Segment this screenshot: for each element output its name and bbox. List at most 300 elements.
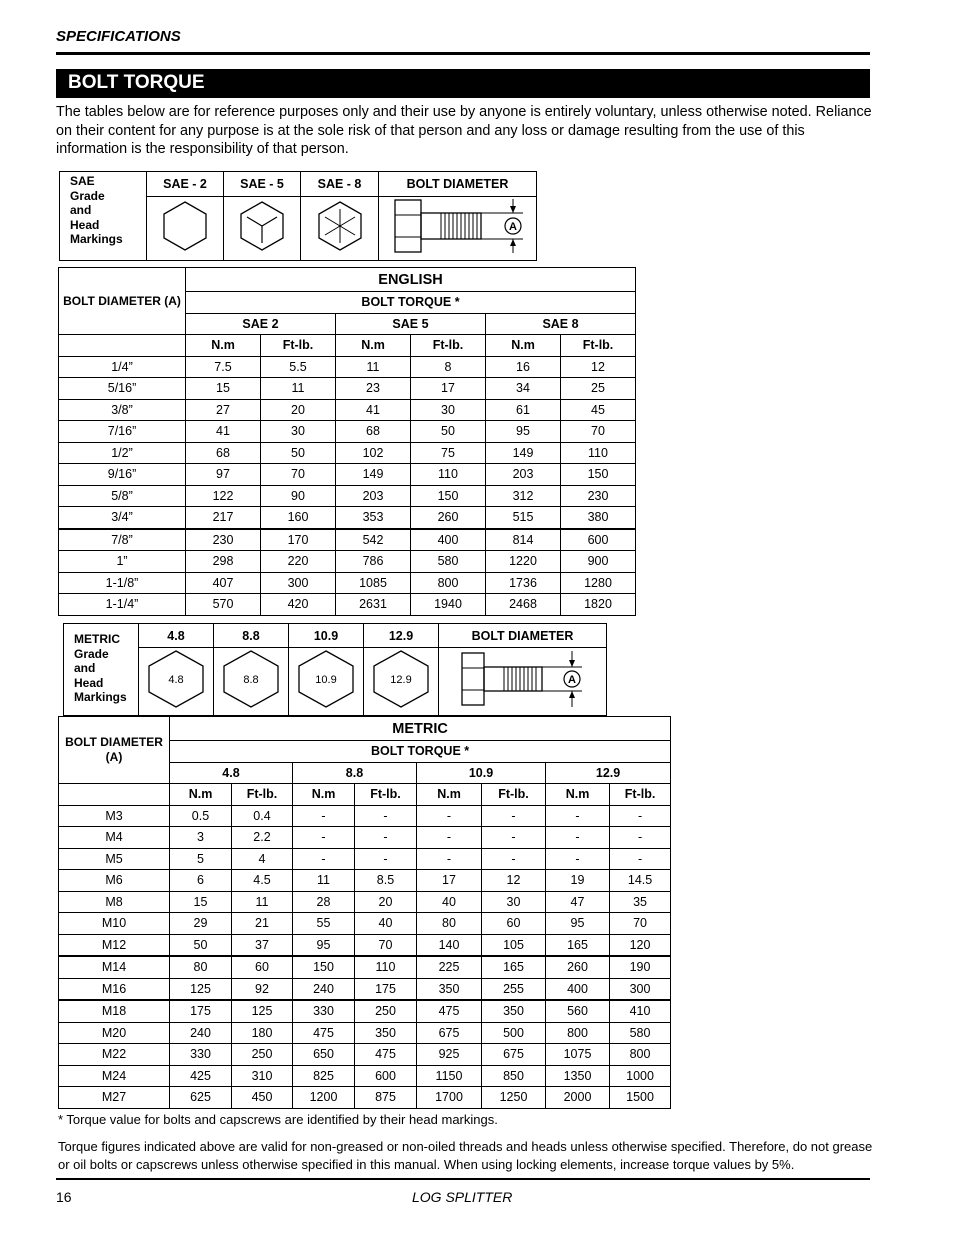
torque-value-cell: 650 — [293, 1044, 355, 1066]
metric-diameter-header: BOLT DIAMETER (A) — [59, 717, 170, 784]
torque-value-cell: 50 — [411, 421, 486, 443]
torque-value-cell: 800 — [610, 1044, 671, 1066]
torque-value-cell: 875 — [355, 1087, 417, 1109]
unit-header: N.m — [293, 784, 355, 806]
torque-value-cell: 6 — [170, 870, 232, 892]
unit-header: Ft-lb. — [482, 784, 546, 806]
bolt-size-cell: 3/8” — [59, 399, 186, 421]
torque-value-cell: 47 — [546, 891, 610, 913]
torque-value-cell: 110 — [561, 442, 636, 464]
grade-12-9-head-icon — [364, 648, 439, 716]
torque-value-cell: 230 — [561, 485, 636, 507]
torque-value-cell: 5 — [170, 848, 232, 870]
torque-value-cell: 41 — [336, 399, 411, 421]
metric-torque-table — [58, 716, 671, 1109]
unit-header: Ft-lb. — [232, 784, 293, 806]
table-row — [59, 848, 671, 870]
bolt-size-cell: M8 — [59, 891, 170, 913]
metric-grade-header: 8.8 — [293, 762, 417, 784]
torque-value-cell: 70 — [355, 934, 417, 956]
table-row — [59, 551, 636, 573]
torque-value-cell: 353 — [336, 507, 411, 529]
bolt-size-cell: M24 — [59, 1065, 170, 1087]
torque-value-cell: - — [482, 805, 546, 827]
torque-value-cell: 27 — [186, 399, 261, 421]
torque-value-cell: 0.5 — [170, 805, 232, 827]
table-row — [59, 1044, 671, 1066]
torque-value-cell: 625 — [170, 1087, 232, 1109]
table-row — [59, 978, 671, 1000]
table-row — [59, 956, 671, 978]
page-title: BOLT TORQUE — [56, 69, 870, 98]
torque-value-cell: 165 — [546, 934, 610, 956]
bolt-size-cell: M18 — [59, 1000, 170, 1022]
torque-value-cell: - — [417, 827, 482, 849]
bolt-size-cell: M5 — [59, 848, 170, 870]
sae-grade-markings-table — [59, 171, 537, 261]
torque-value-cell: 21 — [232, 913, 293, 935]
torque-value-cell: - — [355, 848, 417, 870]
header-rule — [56, 52, 870, 55]
torque-value-cell: 70 — [610, 913, 671, 935]
bolt-size-cell: 7/16” — [59, 421, 186, 443]
page-number: 16 — [56, 1189, 72, 1205]
torque-value-cell: 160 — [261, 507, 336, 529]
bolt-size-cell: M3 — [59, 805, 170, 827]
torque-value-cell: 255 — [482, 978, 546, 1000]
torque-value-cell: - — [293, 805, 355, 827]
torque-value-cell: 825 — [293, 1065, 355, 1087]
english-grade-header: SAE 5 — [336, 313, 486, 335]
torque-value-cell: 37 — [232, 934, 293, 956]
english-rows — [59, 356, 636, 615]
sae-2-head-icon — [147, 197, 224, 261]
table-row — [59, 399, 636, 421]
metric-grade-header: 12.9 — [546, 762, 671, 784]
metric-rows — [59, 805, 671, 1108]
unit-header: Ft-lb. — [261, 335, 336, 357]
torque-value-cell: 150 — [561, 464, 636, 486]
torque-value-cell: 175 — [355, 978, 417, 1000]
torque-value-cell: 217 — [186, 507, 261, 529]
bolt-size-cell: 1-1/8” — [59, 572, 186, 594]
torque-value-cell: 1820 — [561, 594, 636, 616]
torque-value-cell: 407 — [186, 572, 261, 594]
torque-value-cell: - — [610, 848, 671, 870]
table-row — [59, 594, 636, 616]
metric-title: METRIC — [170, 717, 671, 741]
torque-value-cell: 30 — [411, 399, 486, 421]
torque-value-cell: 570 — [186, 594, 261, 616]
unit-header: N.m — [336, 335, 411, 357]
torque-value-cell: 400 — [411, 529, 486, 551]
torque-value-cell: 92 — [232, 978, 293, 1000]
torque-value-cell: 330 — [170, 1044, 232, 1066]
torque-value-cell: 60 — [482, 913, 546, 935]
torque-value-cell: 70 — [261, 464, 336, 486]
torque-value-cell: 11 — [293, 870, 355, 892]
torque-value-cell: 420 — [261, 594, 336, 616]
torque-value-cell: 12 — [561, 356, 636, 378]
torque-value-cell: 1200 — [293, 1087, 355, 1109]
torque-value-cell: 120 — [610, 934, 671, 956]
torque-value-cell: 850 — [482, 1065, 546, 1087]
torque-value-cell: 230 — [186, 529, 261, 551]
torque-value-cell: 55 — [293, 913, 355, 935]
torque-value-cell: 600 — [561, 529, 636, 551]
table-row — [59, 442, 636, 464]
torque-value-cell: 17 — [411, 378, 486, 400]
torque-value-cell: 1085 — [336, 572, 411, 594]
torque-value-cell: 97 — [186, 464, 261, 486]
sae-dim-label: A — [508, 221, 517, 233]
table-row — [59, 913, 671, 935]
torque-value-cell: 475 — [293, 1022, 355, 1044]
torque-value-cell: 8 — [411, 356, 486, 378]
torque-value-cell: 0.4 — [232, 805, 293, 827]
bolt-size-cell: 5/16” — [59, 378, 186, 400]
grade-4-8-header: 4.8 — [139, 624, 214, 648]
table-row — [59, 891, 671, 913]
torque-value-cell: 675 — [417, 1022, 482, 1044]
sae-5-header: SAE - 5 — [224, 172, 301, 197]
torque-value-cell: 15 — [186, 378, 261, 400]
unit-header: N.m — [186, 335, 261, 357]
table-row — [59, 1065, 671, 1087]
torque-value-cell: - — [417, 848, 482, 870]
torque-value-cell: 814 — [486, 529, 561, 551]
torque-value-cell: 560 — [546, 1000, 610, 1022]
torque-value-cell: 1500 — [610, 1087, 671, 1109]
torque-value-cell: 102 — [336, 442, 411, 464]
bolt-size-cell: M27 — [59, 1087, 170, 1109]
torque-value-cell: 2468 — [486, 594, 561, 616]
torque-value-cell: 23 — [336, 378, 411, 400]
sae-8-header: SAE - 8 — [301, 172, 379, 197]
intro-paragraph: The tables below are for reference purposes only and their use by anyone is entirely voluntary, unless otherwise noted. Reliance on their content for any purpose is at the sole risk of that person and any loss or damage resulting from the use of this information is the responsibility of that person. — [56, 104, 872, 157]
sae-8-head-icon — [301, 197, 379, 261]
torque-value-cell: 68 — [336, 421, 411, 443]
torque-value-cell: 410 — [610, 1000, 671, 1022]
torque-value-cell: 95 — [546, 913, 610, 935]
torque-value-cell: 50 — [170, 934, 232, 956]
bolt-size-cell: 1” — [59, 551, 186, 573]
torque-value-cell: 30 — [261, 421, 336, 443]
torque-value-cell: 105 — [482, 934, 546, 956]
torque-value-cell: 475 — [355, 1044, 417, 1066]
torque-value-cell: - — [355, 827, 417, 849]
bolt-size-cell: M6 — [59, 870, 170, 892]
torque-value-cell: 125 — [232, 1000, 293, 1022]
torque-value-cell: 35 — [610, 891, 671, 913]
bolt-size-cell: 9/16” — [59, 464, 186, 486]
torque-value-cell: 170 — [261, 529, 336, 551]
english-torque-header: BOLT TORQUE * — [186, 292, 636, 314]
english-grade-header: SAE 8 — [486, 313, 636, 335]
torque-value-cell: 900 — [561, 551, 636, 573]
torque-value-cell: 350 — [355, 1022, 417, 1044]
metric-bolt-diameter-diagram — [439, 648, 607, 716]
table-row — [59, 378, 636, 400]
torque-value-cell: 1736 — [486, 572, 561, 594]
unit-header: N.m — [417, 784, 482, 806]
torque-value-cell: - — [546, 848, 610, 870]
torque-value-cell: 400 — [546, 978, 610, 1000]
torque-value-cell: 75 — [411, 442, 486, 464]
bolt-size-cell: 7/8” — [59, 529, 186, 551]
torque-value-cell: 250 — [232, 1044, 293, 1066]
torque-value-cell: 1220 — [486, 551, 561, 573]
torque-value-cell: 95 — [293, 934, 355, 956]
table-row — [59, 421, 636, 443]
grade-8-8-head-icon — [214, 648, 289, 716]
grade-10-9-head-icon — [289, 648, 364, 716]
footer-title: LOG SPLITTER — [412, 1189, 513, 1205]
table-row — [59, 356, 636, 378]
grade-10-9-header: 10.9 — [289, 624, 364, 648]
bolt-size-cell: 5/8” — [59, 485, 186, 507]
torque-value-cell: 175 — [170, 1000, 232, 1022]
torque-value-cell: 260 — [546, 956, 610, 978]
torque-value-cell: 60 — [232, 956, 293, 978]
torque-value-cell: 675 — [482, 1044, 546, 1066]
torque-value-cell: 19 — [546, 870, 610, 892]
torque-value-cell: 40 — [417, 891, 482, 913]
metric-grade-label: METRIC Grade and Head Markings — [64, 624, 139, 716]
torque-value-cell: 68 — [186, 442, 261, 464]
metric-dim-label: A — [567, 674, 576, 686]
torque-value-cell: 542 — [336, 529, 411, 551]
bolt-size-cell: M4 — [59, 827, 170, 849]
torque-value-cell: 515 — [486, 507, 561, 529]
unit-header: Ft-lb. — [561, 335, 636, 357]
unit-header: Ft-lb. — [411, 335, 486, 357]
grade-12-9-header: 12.9 — [364, 624, 439, 648]
torque-value-cell: 1250 — [482, 1087, 546, 1109]
torque-value-cell: 34 — [486, 378, 561, 400]
torque-value-cell: 29 — [170, 913, 232, 935]
torque-value-cell: 450 — [232, 1087, 293, 1109]
torque-value-cell: 16 — [486, 356, 561, 378]
head-mark-text: 10.9 — [315, 674, 337, 686]
table-row — [59, 485, 636, 507]
torque-value-cell: 500 — [482, 1022, 546, 1044]
torque-value-cell: 4.5 — [232, 870, 293, 892]
unit-header: Ft-lb. — [355, 784, 417, 806]
torque-value-cell: - — [610, 827, 671, 849]
bolt-diameter-header: BOLT DIAMETER — [379, 172, 537, 197]
torque-value-cell: 12 — [482, 870, 546, 892]
torque-value-cell: 1940 — [411, 594, 486, 616]
torque-value-cell: 925 — [417, 1044, 482, 1066]
table-row — [59, 572, 636, 594]
torque-value-cell: 312 — [486, 485, 561, 507]
bolt-size-cell: M16 — [59, 978, 170, 1000]
head-mark-text: 12.9 — [390, 674, 412, 686]
torque-value-cell: 122 — [186, 485, 261, 507]
torque-value-cell: 380 — [561, 507, 636, 529]
torque-value-cell: 110 — [411, 464, 486, 486]
section-header: SPECIFICATIONS — [56, 28, 181, 45]
torque-value-cell: 3 — [170, 827, 232, 849]
torque-value-cell: 190 — [610, 956, 671, 978]
torque-value-cell: 7.5 — [186, 356, 261, 378]
torque-value-cell: 28 — [293, 891, 355, 913]
table-row — [59, 827, 671, 849]
torque-value-cell: 225 — [417, 956, 482, 978]
bolt-size-cell: 3/4” — [59, 507, 186, 529]
torque-value-cell: 125 — [170, 978, 232, 1000]
table-row — [59, 1087, 671, 1109]
torque-value-cell: 240 — [170, 1022, 232, 1044]
head-mark-text: 4.8 — [168, 674, 184, 686]
torque-value-cell: 1000 — [610, 1065, 671, 1087]
torque-value-cell: 15 — [170, 891, 232, 913]
torque-value-cell: 20 — [355, 891, 417, 913]
torque-value-cell: 330 — [293, 1000, 355, 1022]
torque-value-cell: 220 — [261, 551, 336, 573]
english-title: ENGLISH — [186, 268, 636, 292]
torque-value-cell: - — [482, 848, 546, 870]
torque-value-cell: 580 — [411, 551, 486, 573]
torque-value-cell: 150 — [293, 956, 355, 978]
bolt-diameter-diagram — [379, 197, 537, 261]
torque-value-cell: 180 — [232, 1022, 293, 1044]
unit-header: Ft-lb. — [610, 784, 671, 806]
table-row — [59, 870, 671, 892]
torque-value-cell: - — [417, 805, 482, 827]
torque-value-cell: 475 — [417, 1000, 482, 1022]
unit-header: N.m — [486, 335, 561, 357]
torque-value-cell: - — [293, 848, 355, 870]
torque-value-cell: 20 — [261, 399, 336, 421]
table-row — [59, 464, 636, 486]
torque-value-cell: 786 — [336, 551, 411, 573]
torque-value-cell: 41 — [186, 421, 261, 443]
bolt-size-cell: 1-1/4” — [59, 594, 186, 616]
sae-2-header: SAE - 2 — [147, 172, 224, 197]
torque-value-cell: 350 — [417, 978, 482, 1000]
torque-value-cell: 1150 — [417, 1065, 482, 1087]
torque-value-cell: 300 — [610, 978, 671, 1000]
unit-header: N.m — [170, 784, 232, 806]
torque-value-cell: 800 — [546, 1022, 610, 1044]
torque-value-cell: 25 — [561, 378, 636, 400]
footer-rule — [56, 1178, 870, 1180]
bolt-size-cell: 1/4” — [59, 356, 186, 378]
torque-value-cell: 11 — [336, 356, 411, 378]
table-row — [59, 507, 636, 529]
torque-value-cell: 70 — [561, 421, 636, 443]
unit-header: N.m — [546, 784, 610, 806]
torque-value-cell: 45 — [561, 399, 636, 421]
torque-value-cell: 8.5 — [355, 870, 417, 892]
torque-value-cell: 203 — [486, 464, 561, 486]
torque-value-cell: 203 — [336, 485, 411, 507]
torque-value-cell: 17 — [417, 870, 482, 892]
torque-value-cell: 165 — [482, 956, 546, 978]
torque-value-cell: 260 — [411, 507, 486, 529]
torque-value-cell: - — [546, 827, 610, 849]
english-grade-header: SAE 2 — [186, 313, 336, 335]
metric-torque-header: BOLT TORQUE * — [170, 741, 671, 763]
grade-8-8-header: 8.8 — [214, 624, 289, 648]
torque-value-cell: 800 — [411, 572, 486, 594]
bolt-size-cell: M10 — [59, 913, 170, 935]
table-row — [59, 1022, 671, 1044]
torque-value-cell: 61 — [486, 399, 561, 421]
torque-value-cell: 350 — [482, 1000, 546, 1022]
torque-value-cell: 140 — [417, 934, 482, 956]
torque-value-cell: 14.5 — [610, 870, 671, 892]
torque-value-cell: - — [610, 805, 671, 827]
head-mark-text: 8.8 — [243, 674, 259, 686]
torque-value-cell: 110 — [355, 956, 417, 978]
torque-value-cell: 80 — [170, 956, 232, 978]
bolt-size-cell: M20 — [59, 1022, 170, 1044]
torque-value-cell: 149 — [486, 442, 561, 464]
torque-value-cell: 5.5 — [261, 356, 336, 378]
torque-value-cell: - — [355, 805, 417, 827]
metric-grade-header: 4.8 — [170, 762, 293, 784]
torque-notice: Torque figures indicated above are valid for non-greased or non-oiled threads and heads unless otherwise specified. Therefore, do not grease or oil bolts or capscrews unless otherwise specified in this manual. When using locking elements, increase torque values by 5%. — [58, 1139, 873, 1172]
torque-value-cell: 310 — [232, 1065, 293, 1087]
torque-value-cell: - — [293, 827, 355, 849]
torque-value-cell: 11 — [261, 378, 336, 400]
metric-grade-markings-table — [63, 623, 607, 716]
torque-value-cell: 580 — [610, 1022, 671, 1044]
metric-grade-header: 10.9 — [417, 762, 546, 784]
torque-value-cell: 95 — [486, 421, 561, 443]
torque-value-cell: 30 — [482, 891, 546, 913]
english-diameter-header: BOLT DIAMETER (A) — [59, 268, 186, 335]
torque-value-cell: 1700 — [417, 1087, 482, 1109]
torque-value-cell: 50 — [261, 442, 336, 464]
torque-value-cell: 2631 — [336, 594, 411, 616]
torque-value-cell: 1350 — [546, 1065, 610, 1087]
table-row — [59, 1000, 671, 1022]
metric-bolt-diameter-header: BOLT DIAMETER — [439, 624, 607, 648]
torque-value-cell: 2000 — [546, 1087, 610, 1109]
torque-value-cell: 425 — [170, 1065, 232, 1087]
torque-value-cell: 600 — [355, 1065, 417, 1087]
torque-value-cell: 90 — [261, 485, 336, 507]
torque-value-cell: 11 — [232, 891, 293, 913]
torque-value-cell: 150 — [411, 485, 486, 507]
torque-value-cell: 250 — [355, 1000, 417, 1022]
bolt-size-cell: 1/2” — [59, 442, 186, 464]
torque-footnote: * Torque value for bolts and capscrews are identified by their head markings. — [58, 1112, 498, 1127]
torque-value-cell: 298 — [186, 551, 261, 573]
table-row — [59, 805, 671, 827]
grade-4-8-head-icon — [139, 648, 214, 716]
torque-value-cell: 1280 — [561, 572, 636, 594]
torque-value-cell: 2.2 — [232, 827, 293, 849]
torque-value-cell: 40 — [355, 913, 417, 935]
table-row — [59, 934, 671, 956]
torque-value-cell: - — [482, 827, 546, 849]
table-row — [59, 529, 636, 551]
torque-value-cell: 149 — [336, 464, 411, 486]
torque-value-cell: 240 — [293, 978, 355, 1000]
torque-value-cell: 1075 — [546, 1044, 610, 1066]
torque-value-cell: 4 — [232, 848, 293, 870]
torque-value-cell: 80 — [417, 913, 482, 935]
bolt-size-cell: M14 — [59, 956, 170, 978]
torque-value-cell: - — [546, 805, 610, 827]
sae-grade-label: SAE Grade and Head Markings — [60, 172, 147, 261]
english-torque-table — [58, 267, 636, 616]
